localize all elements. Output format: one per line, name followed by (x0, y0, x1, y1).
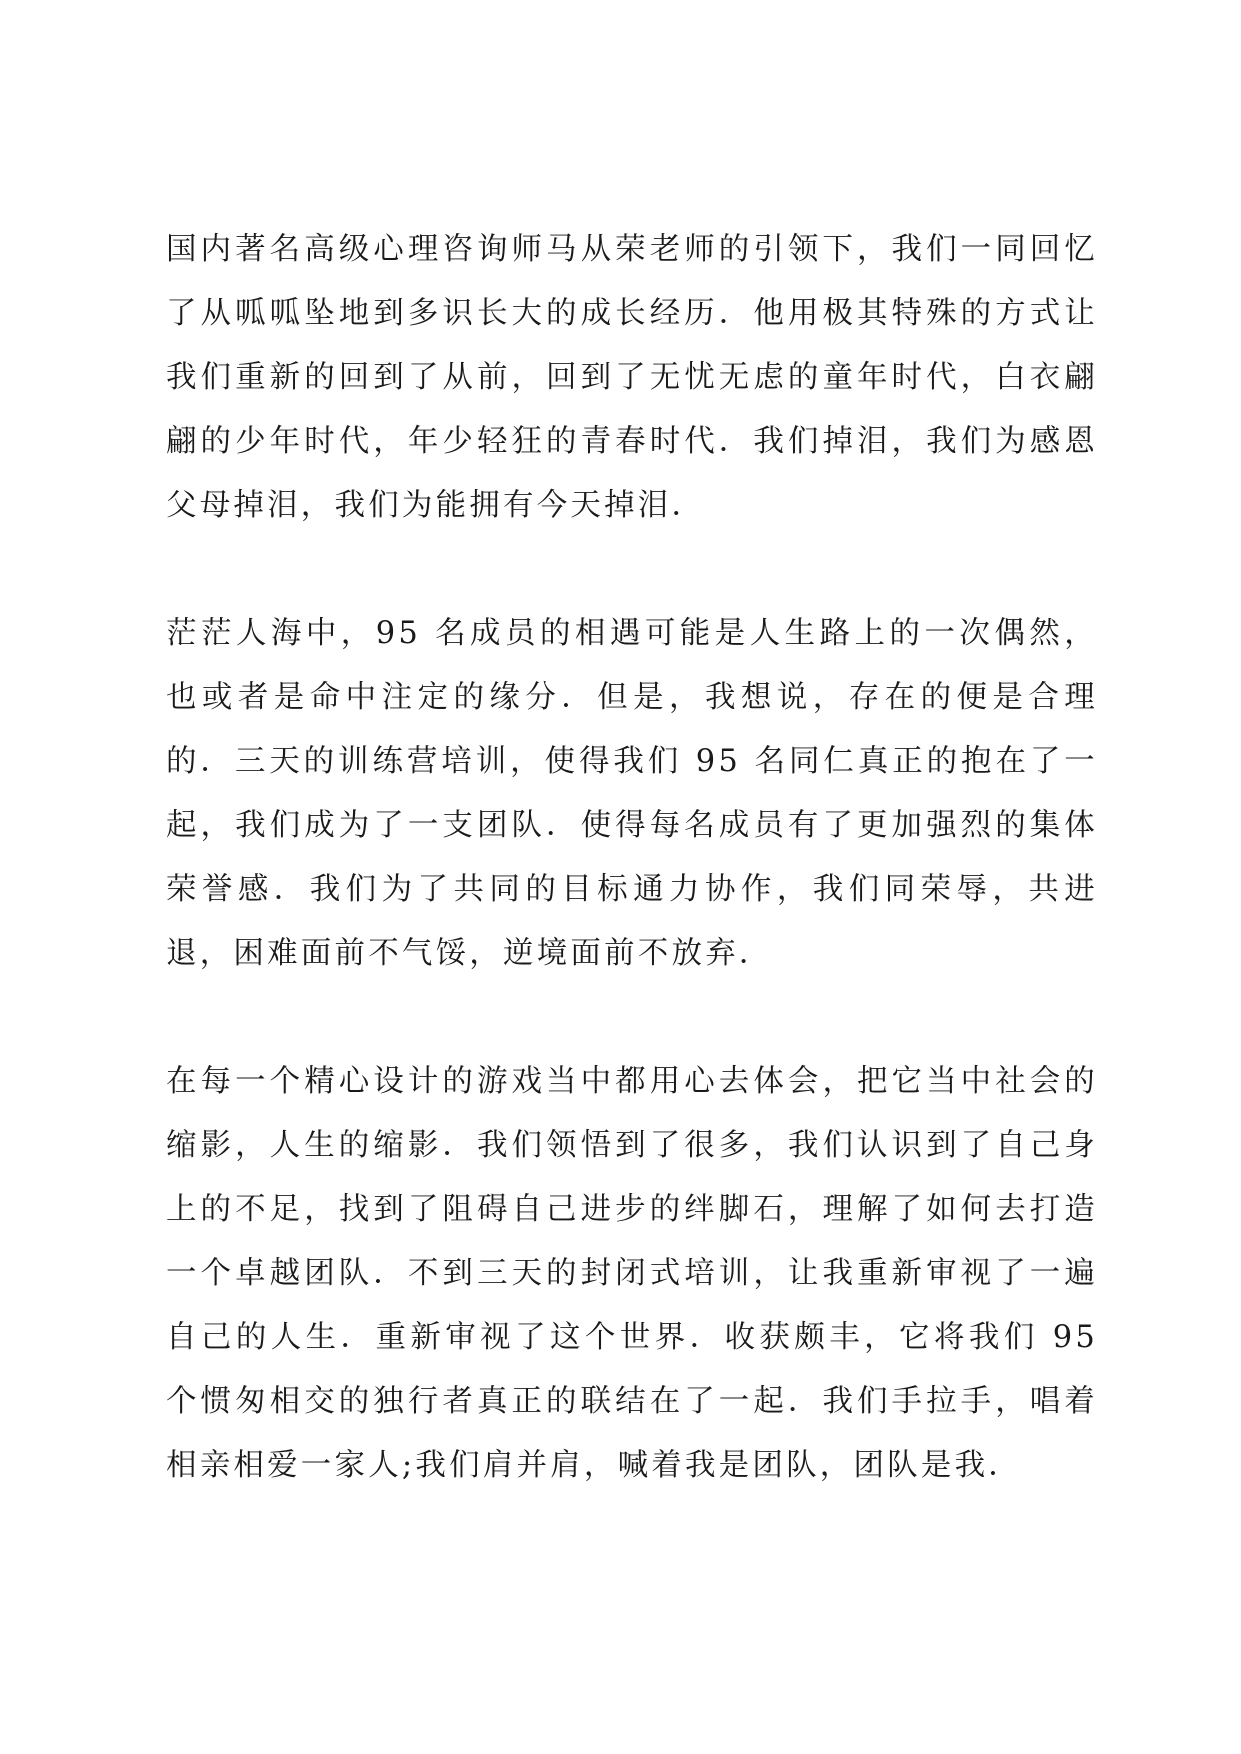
paragraph-recollection: 国内著名高级心理咨询师马从荣老师的引领下，我们一同回忆了从呱呱坠地到多识长大的成长经历．他用极其特殊的方式让我们重新的回到了从前，回到了无忧无虑的童年时代，白衣翩翩的少年时代，年少轻狂的青春时代．我们掉泪，我们为感恩父母掉泪，我们为能拥有今天掉泪． (166, 232, 1098, 523)
paragraph-team-encounter: 茫茫人海中，95 名成员的相遇可能是人生路上的一次偶然，也或者是命中注定的缘分．但是，我想说，存在的便是合理的．三天的训练营培训，使得我们 95 名同仁真正的抱在了一起，我们成为了一支团队．使得每名成员有了更加强烈的集体荣誉感．我们为了共同的目标通力协作，我们同荣辱，共进退，困难面前不气馁，逆境面前不放弃． (166, 616, 1098, 971)
paragraph-game-reflection: 在每一个精心设计的游戏当中都用心去体会，把它当中社会的缩影，人生的缩影．我们领悟到了很多，我们认识到了自己身上的不足，找到了阻碍自己进步的绊脚石，理解了如何去打造一个卓越团队．不到三天的封闭式培训，让我重新审视了一遍自己的人生．重新审视了这个世界．收获颇丰，它将我们 95 个惯匆相交的独行者真正的联结在了一起．我们手拉手，唱着相亲相爱一家人;我们肩并肩，喊着我是团队，团队是我． (166, 1064, 1098, 1483)
document-body (166, 218, 1098, 1498)
